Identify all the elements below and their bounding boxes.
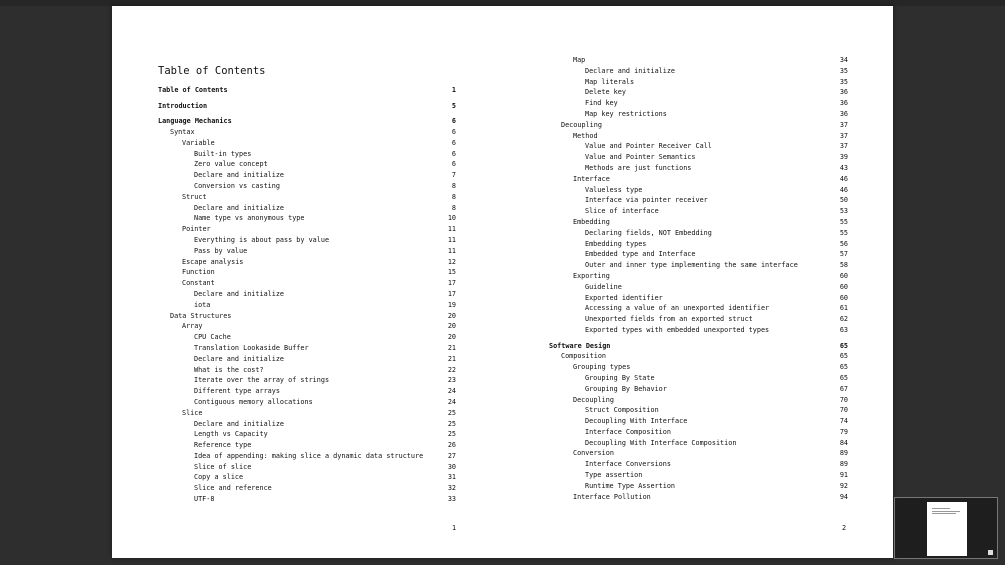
toc-entry-title[interactable]: Pointer	[182, 225, 211, 234]
toc-entry[interactable]	[549, 185, 848, 196]
toc-entry[interactable]	[158, 257, 456, 268]
toc-entry-title[interactable]: Guideline	[585, 282, 622, 291]
toc-entry[interactable]	[158, 149, 456, 160]
toc-entry[interactable]	[549, 470, 848, 481]
toc-entry[interactable]	[549, 314, 848, 325]
toc-entry-page: 11	[447, 246, 456, 255]
toc-entry-title[interactable]: Escape analysis	[182, 257, 244, 266]
toc-entry[interactable]	[158, 451, 456, 462]
minimap-resize-handle-icon[interactable]	[988, 550, 993, 555]
toc-entry[interactable]	[158, 192, 456, 203]
toc-entry[interactable]	[549, 206, 848, 217]
toc-entry-page: 67	[839, 384, 848, 393]
toc-entry-page: 53	[839, 207, 848, 216]
toc-entry-title[interactable]: Map literals	[585, 77, 635, 86]
toc-entry-title[interactable]: Grouping types	[573, 363, 631, 372]
toc-entry-page: 37	[839, 120, 848, 129]
toc-entry-page: 25	[447, 408, 456, 417]
toc-entry[interactable]	[549, 152, 848, 163]
toc-entry-page: 20	[447, 333, 456, 342]
toc-entry[interactable]	[549, 228, 848, 239]
toc-entry-page: 94	[839, 492, 848, 501]
page-1	[112, 6, 502, 558]
toc-entry[interactable]	[158, 159, 456, 170]
toc-entry[interactable]	[549, 120, 848, 131]
toc-entry-page: 31	[447, 473, 456, 482]
page-2	[502, 6, 893, 558]
toc-entry-page: 89	[839, 449, 848, 458]
toc-entry-title[interactable]: Slice of slice	[194, 462, 252, 471]
toc-entry-page: 20	[447, 311, 456, 320]
toc-entry[interactable]	[158, 213, 456, 224]
toc-entry[interactable]	[549, 109, 848, 120]
toc-list-left	[158, 85, 456, 505]
toc-entry[interactable]	[158, 181, 456, 192]
toc-entry-title[interactable]: Value and Pointer Semantics	[585, 153, 696, 162]
toc-entry-page: 57	[839, 250, 848, 259]
toc-entry-page: 19	[447, 300, 456, 309]
toc-entry[interactable]	[549, 282, 848, 293]
toc-entry-page: 8	[451, 192, 456, 201]
toc-entry-title[interactable]: iota	[194, 300, 211, 309]
toc-entry[interactable]	[158, 472, 456, 483]
toc-entry[interactable]	[549, 341, 848, 352]
toc-entry-title[interactable]: Find key	[585, 99, 618, 108]
toc-entry-page: 24	[447, 397, 456, 406]
toc-entry-title[interactable]: Struct Composition	[585, 406, 659, 415]
toc-entry-title[interactable]: Method	[573, 131, 598, 140]
toc-entry-page: 37	[839, 131, 848, 140]
toc-entry[interactable]	[549, 481, 848, 492]
toc-entry[interactable]	[158, 116, 456, 127]
toc-entry[interactable]	[549, 55, 848, 66]
toc-entry[interactable]	[158, 419, 456, 430]
toc-entry-page: 35	[839, 77, 848, 86]
page-number: 1	[452, 524, 457, 532]
toc-entry-page: 36	[839, 88, 848, 97]
toc-entry-page: 63	[839, 325, 848, 334]
toc-entry-title[interactable]: Interface Composition	[585, 427, 671, 436]
toc-entry[interactable]	[158, 429, 456, 440]
toc-entry-title[interactable]: Value and Pointer Receiver Call	[585, 142, 712, 151]
toc-entry-page: 11	[447, 235, 456, 244]
toc-entry-page: 21	[447, 354, 456, 363]
toc-entry-title[interactable]: Declare and initialize	[194, 354, 285, 363]
toc-entry-title[interactable]: Declare and initialize	[194, 203, 285, 212]
toc-entry[interactable]	[549, 174, 848, 185]
toc-entry[interactable]	[549, 459, 848, 470]
toc-entry-page: 20	[447, 322, 456, 331]
toc-entry[interactable]	[158, 343, 456, 354]
toc-entry[interactable]	[549, 373, 848, 384]
toc-entry[interactable]	[549, 98, 848, 109]
toc-entry[interactable]	[549, 271, 848, 282]
toc-entry-title[interactable]: Valueless type	[585, 185, 643, 194]
toc-entry-page: 65	[839, 373, 848, 382]
toc-entry-page: 60	[839, 282, 848, 291]
page-navigator-minimap[interactable]	[894, 497, 998, 559]
toc-entry[interactable]	[158, 267, 456, 278]
toc-entry-page: 84	[839, 438, 848, 447]
toc-entry-title[interactable]: Embedding types	[585, 239, 647, 248]
toc-entry[interactable]	[158, 386, 456, 397]
toc-entry-title[interactable]: Interface	[573, 174, 610, 183]
toc-entry-page: 12	[447, 257, 456, 266]
toc-entry[interactable]	[158, 85, 456, 96]
toc-entry-title[interactable]: Slice and reference	[194, 484, 272, 493]
toc-entry-title[interactable]: Zero value concept	[194, 160, 268, 169]
toc-entry-title[interactable]: Decoupling With Interface	[585, 417, 688, 426]
toc-entry[interactable]	[549, 195, 848, 206]
toc-entry[interactable]	[158, 203, 456, 214]
toc-entry-title[interactable]: Copy a slice	[194, 473, 244, 482]
toc-entry-page: 61	[839, 304, 848, 313]
toc-entry-title[interactable]: Name type vs anonymous type	[194, 214, 305, 223]
toc-entry-page: 79	[839, 427, 848, 436]
toc-title: Table of Contents	[158, 65, 266, 77]
toc-entry[interactable]	[549, 87, 848, 98]
toc-entry[interactable]	[549, 351, 848, 362]
toc-entry-page: 25	[447, 430, 456, 439]
toc-entry-page: 6	[451, 149, 456, 158]
toc-entry-title[interactable]: Idea of appending: making slice a dynamic data structure	[194, 451, 424, 460]
toc-entry-title[interactable]: Length vs Capacity	[194, 430, 268, 439]
toc-entry-title[interactable]: Exported types with embedded unexported types	[585, 325, 770, 334]
toc-entry[interactable]	[549, 395, 848, 406]
toc-entry-page: 58	[839, 261, 848, 270]
toc-entry-page: 60	[839, 271, 848, 280]
toc-entry[interactable]	[549, 66, 848, 77]
toc-entry[interactable]	[158, 354, 456, 365]
minimap-page-thumbnail-icon[interactable]	[927, 502, 967, 556]
toc-entry-page: 7	[451, 171, 456, 180]
toc-entry-title[interactable]: Pass by value	[194, 246, 248, 255]
toc-entry-title[interactable]: Array	[182, 322, 203, 331]
toc-entry[interactable]	[549, 325, 848, 336]
toc-entry[interactable]	[549, 249, 848, 260]
toc-entry-title[interactable]: Unexported fields from an exported struct	[585, 315, 753, 324]
toc-entry-title[interactable]: Variable	[182, 138, 215, 147]
toc-entry[interactable]	[549, 427, 848, 438]
toc-entry-page: 25	[447, 419, 456, 428]
toc-entry-title[interactable]: Declaring fields, NOT Embedding	[585, 228, 712, 237]
toc-entry-title[interactable]: Syntax	[170, 127, 195, 136]
toc-entry-title[interactable]: Outer and inner type implementing the same interface	[585, 261, 798, 270]
toc-entry[interactable]	[549, 163, 848, 174]
toc-entry-title[interactable]: Accessing a value of an unexported identifier	[585, 304, 770, 313]
toc-entry-title[interactable]: Interface via pointer receiver	[585, 196, 708, 205]
toc-entry-page: 65	[839, 352, 848, 361]
toc-entry-page: 43	[839, 163, 848, 172]
toc-entry-page: 60	[839, 293, 848, 302]
toc-entry[interactable]	[158, 494, 456, 505]
toc-entry[interactable]	[158, 138, 456, 149]
toc-entry[interactable]	[549, 362, 848, 373]
toc-entry[interactable]	[158, 365, 456, 376]
toc-entry-title[interactable]: Conversion vs casting	[194, 181, 280, 190]
toc-entry-title[interactable]: Map key restrictions	[585, 109, 667, 118]
toc-entry[interactable]	[549, 416, 848, 427]
toc-entry-title[interactable]: Methods are just functions	[585, 163, 692, 172]
toc-entry-title[interactable]: Software Design	[549, 341, 611, 350]
toc-entry-page: 74	[839, 417, 848, 426]
toc-entry-page: 23	[447, 376, 456, 385]
toc-entry[interactable]	[158, 170, 456, 181]
toc-entry-title[interactable]: Struct	[182, 192, 207, 201]
toc-entry-page: 6	[451, 138, 456, 147]
toc-entry[interactable]	[549, 492, 848, 503]
toc-entry[interactable]	[158, 246, 456, 257]
toc-entry[interactable]	[549, 260, 848, 271]
toc-entry-page: 27	[447, 451, 456, 460]
toc-entry-page: 92	[839, 481, 848, 490]
toc-entry-title[interactable]: Decoupling	[573, 395, 614, 404]
toc-entry-title[interactable]: Built-in types	[194, 149, 252, 158]
toc-entry-page: 8	[451, 181, 456, 190]
toc-entry-page: 5	[451, 101, 456, 110]
toc-entry-title[interactable]: Embedding	[573, 217, 610, 226]
toc-entry[interactable]	[549, 141, 848, 152]
toc-list-right	[549, 55, 848, 502]
toc-entry[interactable]	[158, 483, 456, 494]
toc-entry[interactable]	[158, 408, 456, 419]
toc-entry-page: 37	[839, 142, 848, 151]
toc-entry[interactable]	[158, 440, 456, 451]
toc-entry-title[interactable]: Reference type	[194, 441, 252, 450]
toc-entry-page: 17	[447, 289, 456, 298]
toc-entry-page: 55	[839, 228, 848, 237]
toc-entry-title[interactable]: Composition	[561, 352, 607, 361]
toc-entry[interactable]	[549, 239, 848, 250]
toc-entry[interactable]	[158, 278, 456, 289]
toc-entry[interactable]	[158, 462, 456, 473]
page-number: 2	[842, 524, 847, 532]
toc-entry-page: 65	[839, 363, 848, 372]
toc-entry-title[interactable]: Function	[182, 268, 215, 277]
toc-entry-title[interactable]: Table of Contents	[158, 86, 228, 94]
toc-entry-title[interactable]: Language Mechanics	[158, 117, 232, 126]
toc-entry-page: 46	[839, 185, 848, 194]
toc-entry-title[interactable]: Different type arrays	[194, 387, 280, 396]
toc-entry-title[interactable]: Slice of interface	[585, 207, 659, 216]
toc-entry-page: 26	[447, 441, 456, 450]
toc-entry[interactable]	[549, 77, 848, 88]
toc-entry[interactable]	[549, 293, 848, 304]
toc-entry-title[interactable]: What is the cost?	[194, 365, 264, 374]
toc-entry-title[interactable]: Interface Pollution	[573, 492, 651, 501]
toc-entry-page: 34	[839, 56, 848, 64]
toc-entry[interactable]	[549, 448, 848, 459]
toc-entry-title[interactable]: Embedded type and Interface	[585, 250, 696, 259]
toc-entry-page: 8	[451, 203, 456, 212]
toc-entry-page: 35	[839, 66, 848, 75]
toc-entry-page: 6	[451, 127, 456, 136]
toc-entry-title[interactable]: Exporting	[573, 271, 610, 280]
toc-entry-title[interactable]: Declare and initialize	[194, 289, 285, 298]
toc-entry-title[interactable]: Declare and initialize	[194, 171, 285, 180]
toc-entry-page: 55	[839, 217, 848, 226]
toc-entry[interactable]	[549, 438, 848, 449]
toc-entry[interactable]	[158, 127, 456, 138]
toc-entry-title[interactable]: Runtime Type Assertion	[585, 481, 676, 490]
toc-entry-page: 56	[839, 239, 848, 248]
toc-entry-page: 70	[839, 406, 848, 415]
toc-entry-page: 1	[451, 86, 456, 94]
toc-entry-title[interactable]: Exported identifier	[585, 293, 663, 302]
toc-entry[interactable]	[549, 131, 848, 142]
toc-entry-page: 91	[839, 471, 848, 480]
toc-entry-page: 36	[839, 99, 848, 108]
toc-entry[interactable]	[549, 303, 848, 314]
toc-entry-page: 39	[839, 153, 848, 162]
toc-entry[interactable]	[549, 384, 848, 395]
toc-entry[interactable]	[158, 311, 456, 322]
toc-entry-title[interactable]: Conversion	[573, 449, 614, 458]
toc-entry-title[interactable]: Translation Lookaside Buffer	[194, 343, 309, 352]
toc-entry-page: 33	[447, 495, 456, 504]
toc-entry-page: 89	[839, 460, 848, 469]
toc-entry-title[interactable]: Decoupling	[561, 120, 602, 129]
toc-entry-title[interactable]: Grouping By Behavior	[585, 384, 667, 393]
toc-entry-page: 17	[447, 279, 456, 288]
toc-entry[interactable]	[549, 405, 848, 416]
toc-entry-page: 46	[839, 174, 848, 183]
toc-entry-page: 22	[447, 365, 456, 374]
toc-entry[interactable]	[549, 217, 848, 228]
toc-entry-title[interactable]: Iterate over the array of strings	[194, 376, 330, 385]
toc-entry-title[interactable]: CPU Cache	[194, 333, 231, 342]
toc-entry-page: 62	[839, 315, 848, 324]
toc-entry[interactable]	[158, 289, 456, 300]
document-spread	[112, 6, 893, 558]
toc-entry[interactable]	[158, 397, 456, 408]
toc-entry-page: 21	[447, 343, 456, 352]
toc-entry[interactable]	[158, 300, 456, 311]
toc-entry-title[interactable]: Introduction	[158, 101, 208, 110]
toc-entry-page: 32	[447, 484, 456, 493]
toc-entry-page: 24	[447, 387, 456, 396]
toc-entry-title[interactable]: Map	[573, 56, 586, 64]
toc-entry-title[interactable]: Interface Conversions	[585, 460, 671, 469]
toc-entry-title[interactable]: Constant	[182, 279, 215, 288]
toc-entry[interactable]	[158, 375, 456, 386]
toc-entry-page: 65	[839, 341, 848, 350]
toc-entry-page: 6	[451, 117, 456, 126]
toc-entry[interactable]	[158, 321, 456, 332]
toc-entry-title[interactable]: Contiguous memory allocations	[194, 397, 313, 406]
toc-entry-title[interactable]: Slice	[182, 408, 203, 417]
toc-entry-title[interactable]: Delete key	[585, 88, 626, 97]
toc-entry-title[interactable]: Declare and initialize	[585, 66, 676, 75]
toc-entry[interactable]	[158, 235, 456, 246]
toc-entry-page: 11	[447, 225, 456, 234]
toc-entry-page: 6	[451, 160, 456, 169]
toc-entry-title[interactable]: UTF-8	[194, 495, 215, 504]
toc-entry[interactable]	[158, 224, 456, 235]
toc-entry-page: 30	[447, 462, 456, 471]
toc-entry-page: 50	[839, 196, 848, 205]
toc-entry-title[interactable]: Declare and initialize	[194, 419, 285, 428]
toc-entry-title[interactable]: Decoupling With Interface Composition	[585, 438, 737, 447]
toc-entry[interactable]	[158, 101, 456, 112]
toc-entry-page: 10	[447, 214, 456, 223]
toc-entry-page: 70	[839, 395, 848, 404]
toc-entry-title[interactable]: Grouping By State	[585, 373, 655, 382]
toc-entry-title[interactable]: Data Structures	[170, 311, 232, 320]
toc-entry-page: 36	[839, 109, 848, 118]
toc-entry-title[interactable]: Type assertion	[585, 471, 643, 480]
toc-entry-page: 15	[447, 268, 456, 277]
toc-entry[interactable]	[158, 332, 456, 343]
toc-entry-title[interactable]: Everything is about pass by value	[194, 235, 330, 244]
